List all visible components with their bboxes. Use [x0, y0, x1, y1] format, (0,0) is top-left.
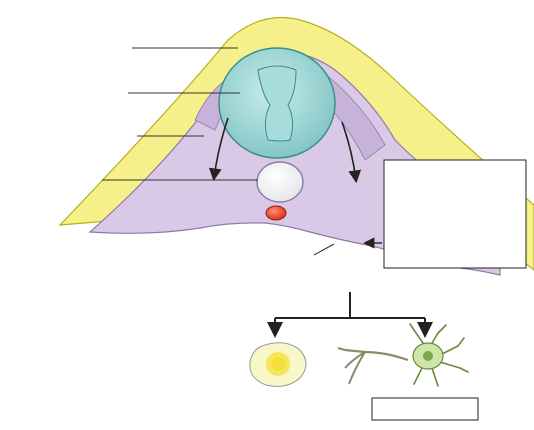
dorsal-aorta [266, 206, 286, 220]
neuron-axon-branch-c [338, 348, 345, 350]
sympathetic-neuron [338, 324, 468, 386]
neuron-axon-branch-a [345, 352, 365, 368]
factors-box [384, 160, 526, 268]
leader-precursore [314, 244, 334, 255]
neuron-nucleus [423, 351, 433, 361]
notochord [257, 162, 303, 202]
ganglio-box [372, 398, 478, 420]
chromaffin-nucleus-core [271, 357, 285, 371]
